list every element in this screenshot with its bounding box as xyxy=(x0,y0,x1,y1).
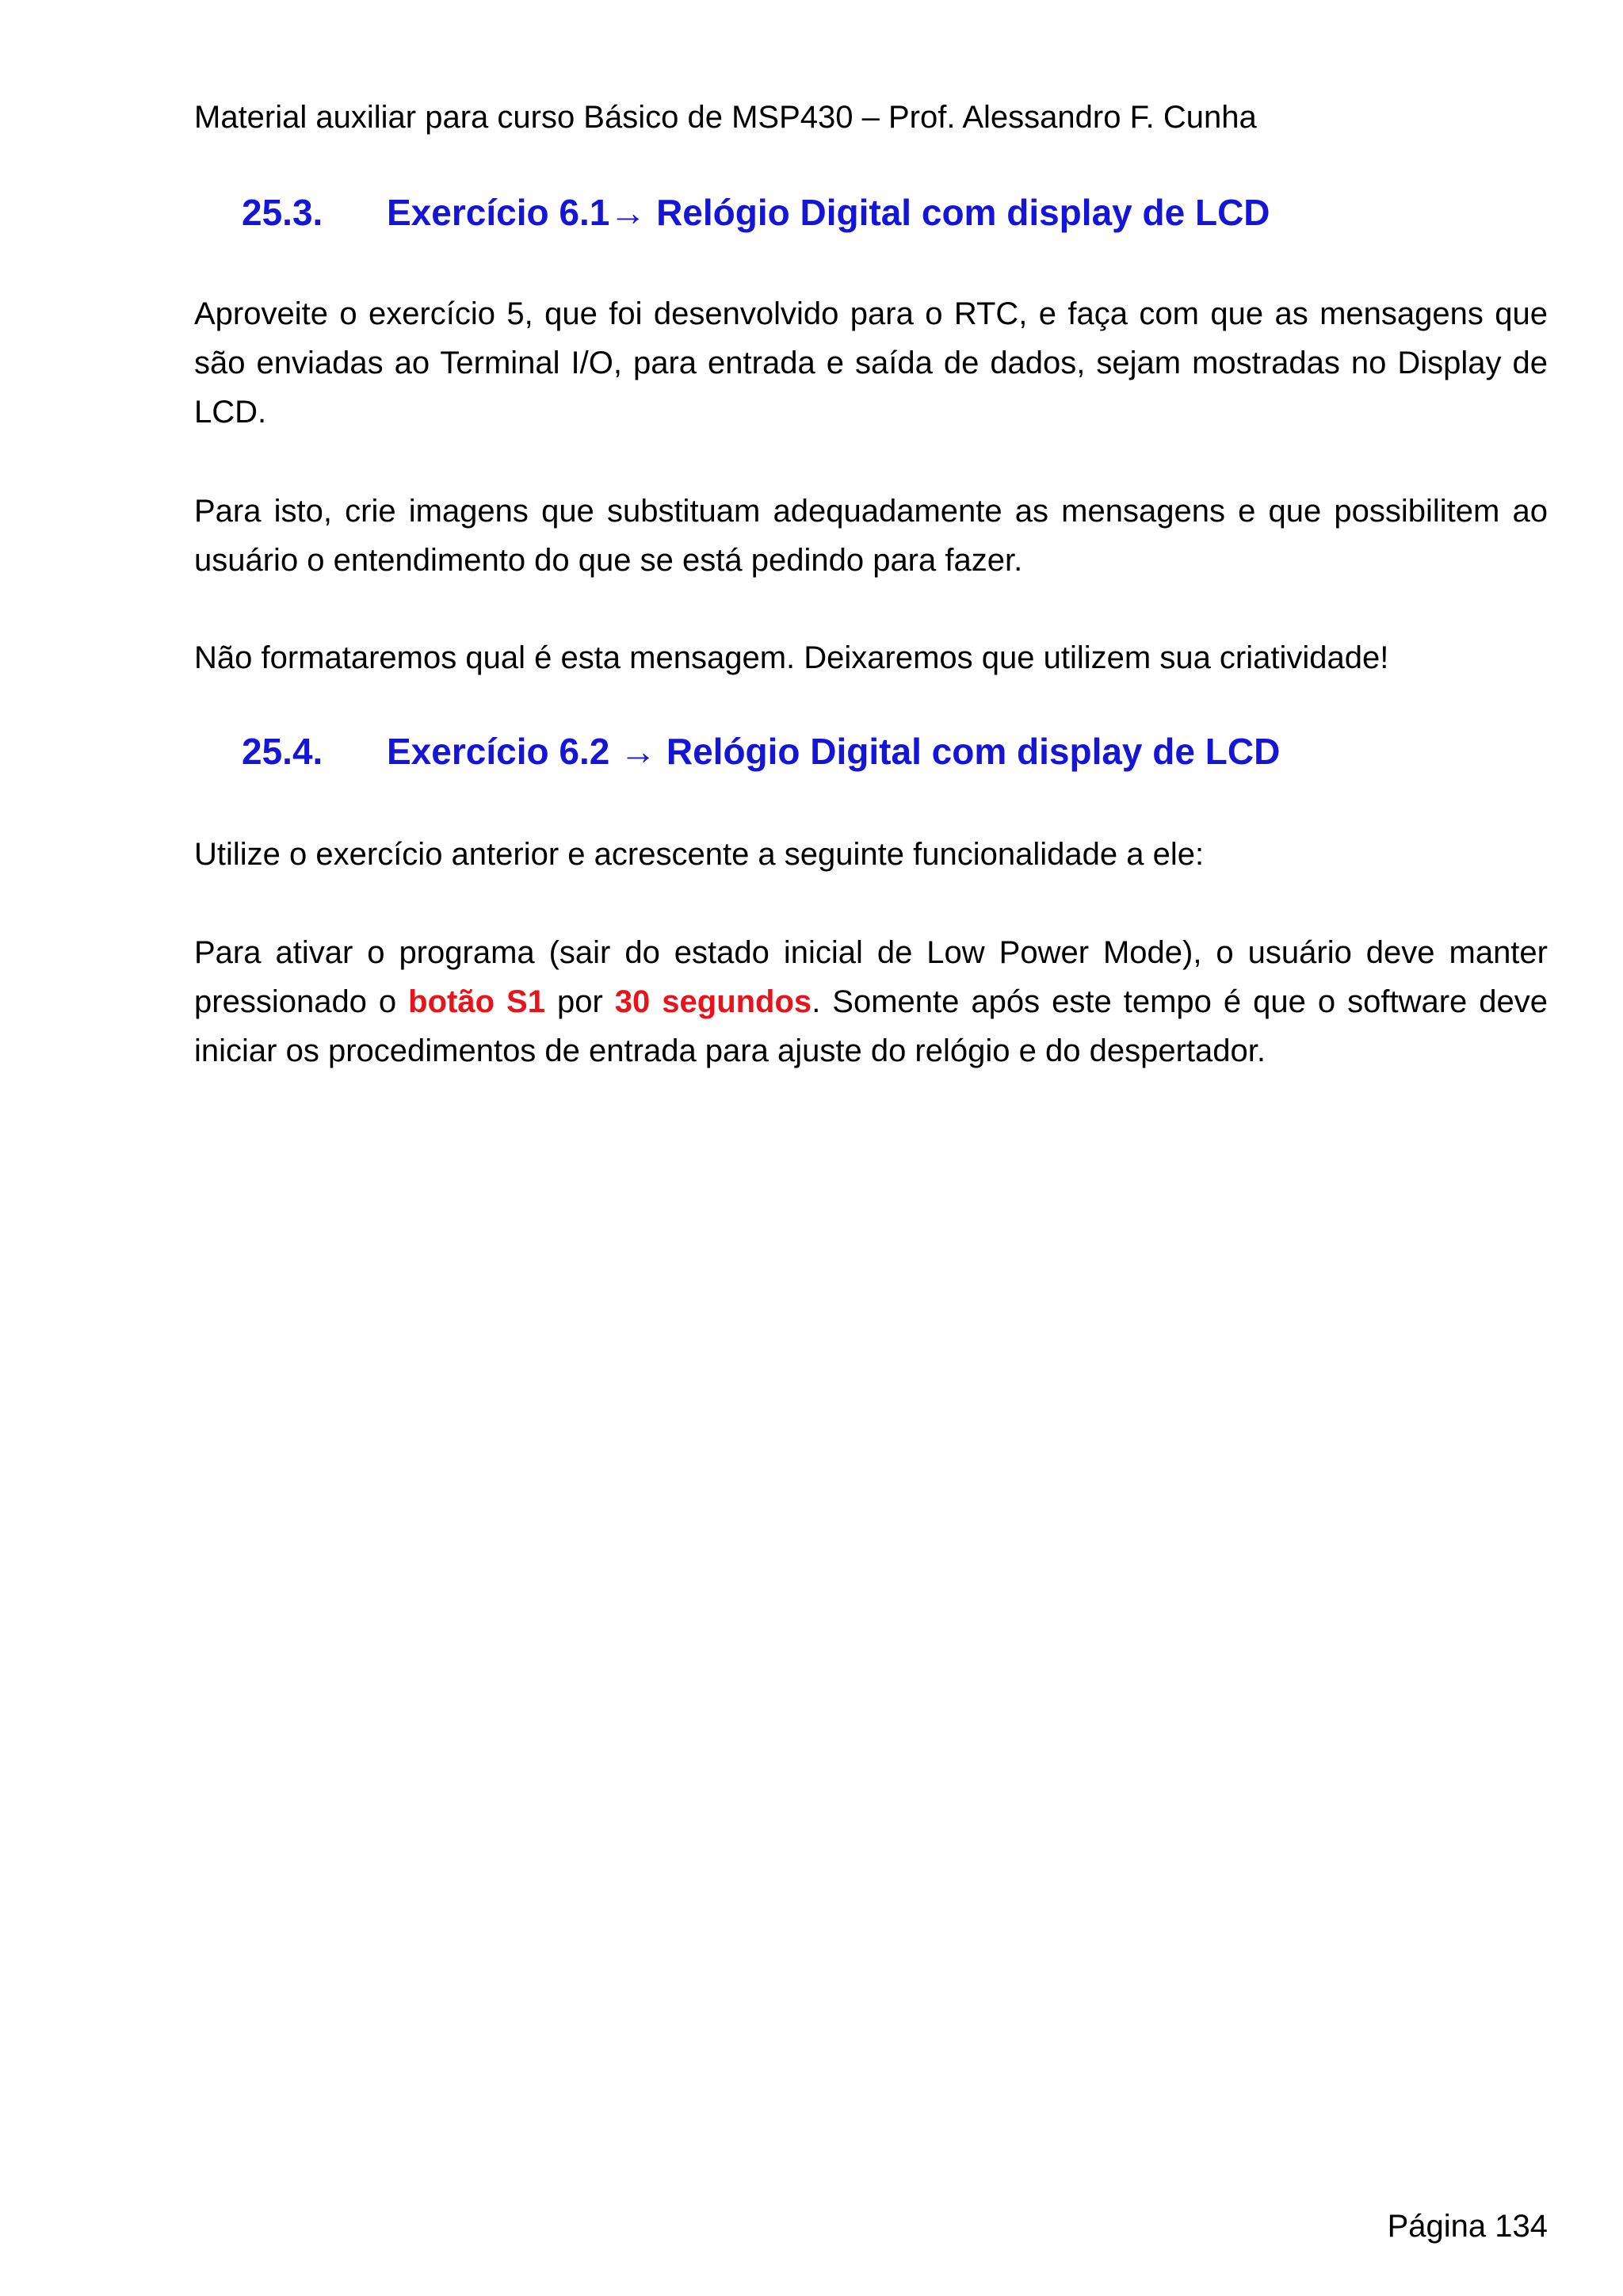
paragraph: Aproveite o exercício 5, que foi desenvolvido para o RTC, e faça com que as mensagens que são enviadas ao Terminal I/O, para entrada e saída de dados, sejam mostradas no Display de LCD. xyxy=(194,296,1548,430)
section-title: Exercício 6.1→ Relógio Digital com display de LCD xyxy=(387,192,1270,233)
section-heading-25-4 xyxy=(242,728,1280,775)
highlight-button-s1: botão S1 xyxy=(408,984,545,1019)
paragraph: Não formataremos qual é esta mensagem. Deixaremos que utilizem sua criatividade! xyxy=(194,640,1389,675)
section-number: 25.4. xyxy=(242,731,323,772)
page-header: Material auxiliar para curso Básico de MSP430 – Prof. Alessandro F. Cunha xyxy=(194,100,1257,135)
section-title: Exercício 6.2 → Relógio Digital com display de LCD xyxy=(387,731,1281,772)
section-heading-25-3 xyxy=(242,189,1270,236)
section-number: 25.3. xyxy=(242,192,323,233)
paragraph: Utilize o exercício anterior e acrescente a seguinte funcionalidade a ele: xyxy=(194,837,1205,872)
paragraph: Para isto, crie imagens que substituam adequadamente as mensagens e que possibilitem ao usuário o entendimento do que se está pedindo para fazer. xyxy=(194,494,1548,578)
paragraph-activation xyxy=(194,928,1548,1075)
highlight-30-seconds: 30 segundos xyxy=(614,984,812,1019)
text-run: por xyxy=(544,984,615,1019)
text-run: . Somente após este tempo é que o software deve iniciar os procedimentos de entrada para ajuste do relógio e do despertador. xyxy=(194,984,1549,1068)
page-number: Página 134 xyxy=(1387,2209,1548,2244)
text-run: Para ativar o programa (sair do estado inicial de Low Power Mode), o usuário deve manter pressionado o xyxy=(194,935,1548,1019)
